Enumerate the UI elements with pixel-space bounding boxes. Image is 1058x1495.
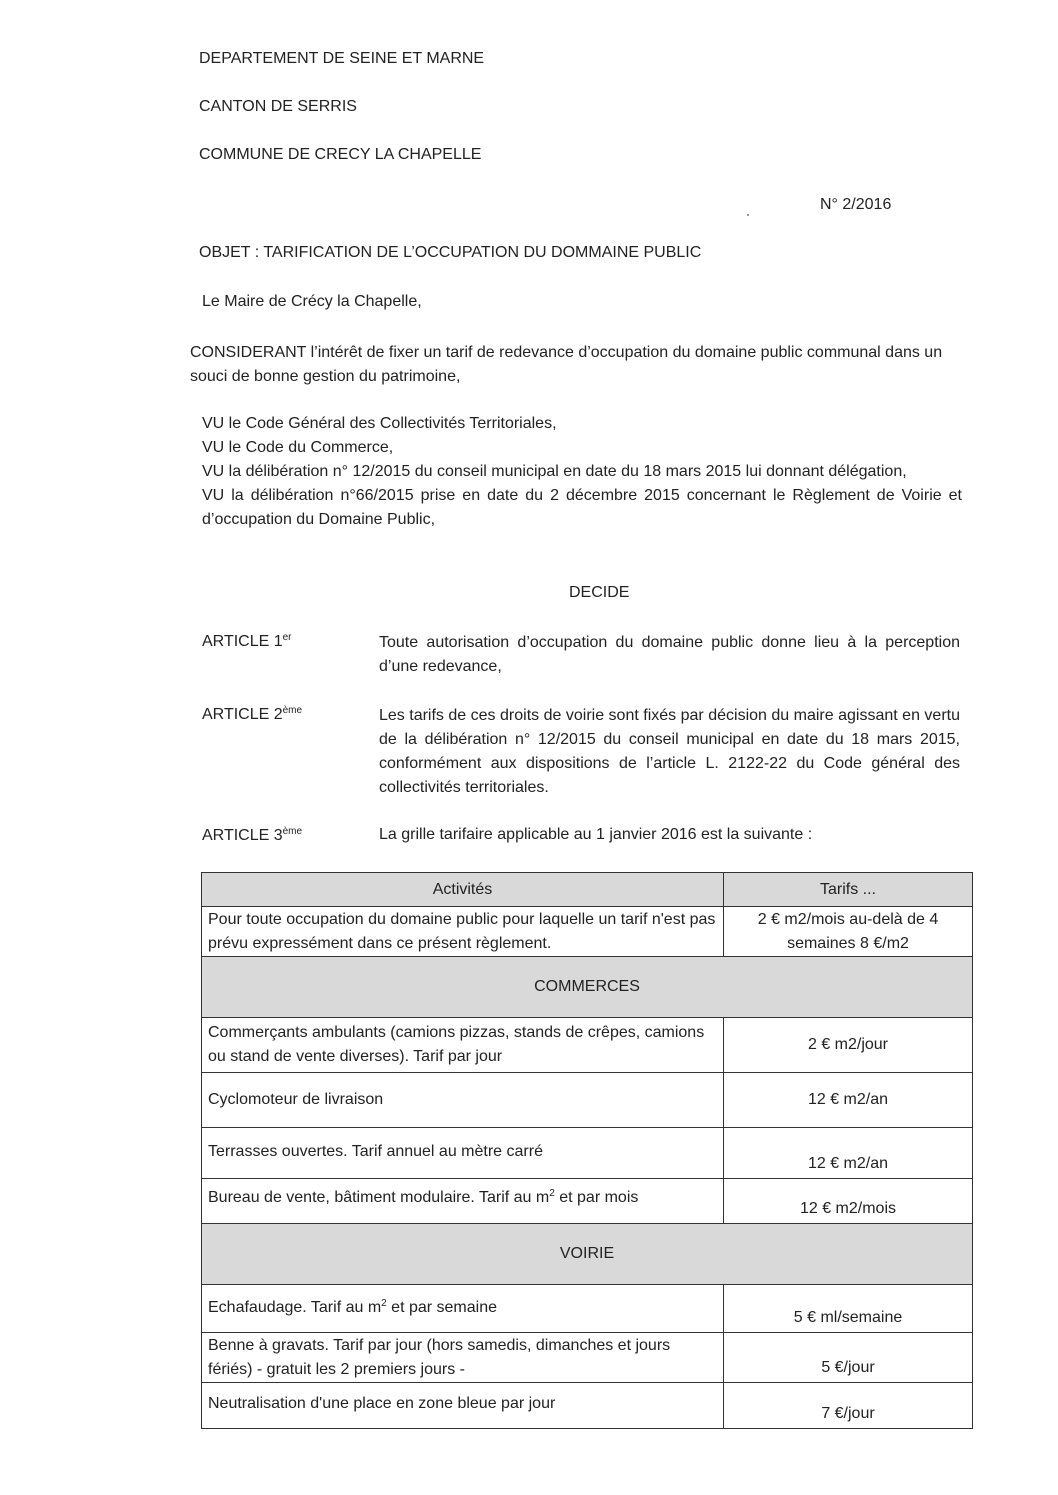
table-row [202,1383,973,1429]
section-title: COMMERCES [202,957,973,1018]
vu-item: VU le Code Général des Collectivités Territoriales, [202,415,557,432]
tarif-cell: 2 € m2/mois au-delà de 4 semaines 8 €/m2 [724,907,973,957]
table-row [202,1179,973,1224]
tarif-cell: 5 € ml/semaine [724,1285,973,1333]
vu-item: VU la délibération n°66/2015 prise en date du 2 décembre 2015 concernant le Règlement de Voirie et d’occupation du Domaine Public, [202,487,962,528]
table-row [202,1285,973,1333]
vu-list [202,412,962,532]
article-1-text: Toute autorisation d’occupation du domaine public donne lieu à la perception d’une redevance, [379,634,960,675]
commune-heading: COMMUNE DE CRECY LA CHAPELLE [199,146,482,163]
article-3-text: La grille tarifaire applicable au 1 janvier 2016 est la suivante : [379,826,813,843]
departement-heading: DEPARTEMENT DE SEINE ET MARNE [199,50,485,67]
tarif-cell: 5 €/jour [724,1333,973,1383]
section-title: VOIRIE [202,1224,973,1285]
activity-cell: Terrasses ouvertes. Tarif annuel au mètre carré [202,1128,724,1179]
table-row [202,1333,973,1383]
maire-line: Le Maire de Crécy la Chapelle, [202,293,422,310]
tarif-cell: 7 €/jour [724,1383,973,1429]
tarif-cell: 2 € m2/jour [724,1018,973,1073]
considerant-paragraph: CONSIDERANT l’intérêt de fixer un tarif de redevance d’occupation du domaine public communal dans un souci de bonne gestion du patrimoine, [190,344,943,385]
article-1-label: ARTICLE 1er [202,632,292,650]
section-commerces [202,957,973,1018]
article-3-label: ARTICLE 3ème [202,826,303,844]
article-2-label: ARTICLE 2ème [202,705,303,723]
table-row [202,1128,973,1179]
scan-speck [747,214,749,216]
header-activites: Activités [202,873,724,907]
tarif-table [201,872,973,1429]
activity-cell: Commerçants ambulants (camions pizzas, stands de crêpes, camions ou stand de vente diverses). Tarif par jour [202,1018,724,1073]
vu-item: VU la délibération n° 12/2015 du conseil municipal en date du 18 mars 2015 lui donnant délégation, [202,463,907,480]
activity-cell: Benne à gravats. Tarif par jour (hors samedis, dimanches et jours fériés) - gratuit les 2 premiers jours - [202,1333,724,1383]
activity-cell: Bureau de vente, bâtiment modulaire. Tarif au $m^2$ et par mois [202,1179,724,1224]
objet-line: OBJET : TARIFICATION DE L’OCCUPATION DU DOMMAINE PUBLIC [199,244,702,261]
activity-cell: Neutralisation d'une place en zone bleue par jour [202,1383,724,1429]
article-2-text: Les tarifs de ces droits de voirie sont fixés par décision du maire agissant en vertu de la délibération n° 12/2015 du conseil municipal en date du 18 mars 2015, conformément aux dispositions de l’article L. 2122-22 du Code général des collectivités territoriales. [379,707,960,796]
decide-heading: DECIDE [569,584,630,601]
header-tarifs: Tarifs ... [724,873,973,907]
vu-item: VU le Code du Commerce, [202,439,394,456]
table-row [202,1073,973,1128]
tarif-cell: 12 € m2/an [724,1128,973,1179]
canton-heading: CANTON DE SERRIS [199,98,357,115]
tarif-cell: 12 € m2/an [724,1073,973,1128]
section-voirie [202,1224,973,1285]
activity-cell: Cyclomoteur de livraison [202,1073,724,1128]
table-row [202,907,973,957]
table-header-row [202,873,973,907]
decision-number: N° 2/2016 [820,196,892,213]
tarif-cell: 12 € m2/mois [724,1179,973,1224]
activity-cell: Pour toute occupation du domaine public pour laquelle un tarif n'est pas prévu expressément dans ce présent règlement. [202,907,724,957]
activity-cell: Echafaudage. Tarif au $m^2$ et par semaine [202,1285,724,1333]
table-row [202,1018,973,1073]
